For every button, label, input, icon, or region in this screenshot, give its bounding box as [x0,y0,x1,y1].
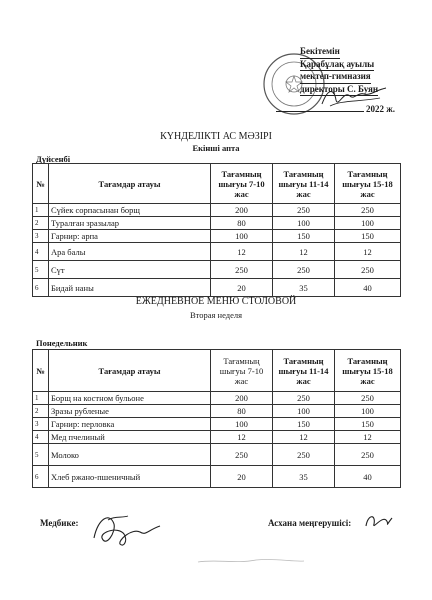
portion-7-10: 250 [211,444,273,466]
row-number: 4 [33,243,49,261]
portion-15-18: 100 [335,217,401,230]
week-label-kz: Екінші апта [192,143,240,153]
portion-11-14: 250 [273,204,335,217]
portion-15-18: 150 [335,418,401,431]
header-age-11-14: Тағамның шығуы 11-14 жас [273,164,335,204]
row-number: 3 [33,230,49,243]
row-number: 2 [33,405,49,418]
header-dish-name: Тағамдар атауы [49,164,211,204]
table-row [33,466,401,488]
table-row [33,230,401,243]
row-number: 1 [33,392,49,405]
row-number: 6 [33,279,49,297]
row-number: 1 [33,204,49,217]
header-number: № [33,350,49,392]
table-row [33,243,401,261]
row-number: 6 [33,466,49,488]
portion-7-10: 12 [211,431,273,444]
portion-15-18: 100 [335,405,401,418]
header-dish-name: Тағамдар атауы [49,350,211,392]
row-number: 3 [33,418,49,431]
portion-15-18: 12 [335,243,401,261]
portion-11-14: 100 [273,217,335,230]
portion-15-18: 12 [335,431,401,444]
table-row [33,418,401,431]
menu-table-kz [32,163,401,297]
dish-name: Сүйек сорпасынан борщ [49,204,211,217]
menu-title-kz: КҮНДЕЛІКТІ АС МӘЗІРІ [160,131,272,142]
dish-name: Хлеб ржано-пшеничный [49,466,211,488]
dish-name: Гарнир: арпа [49,230,211,243]
portion-11-14: 250 [273,392,335,405]
dish-name: Сүт [49,261,211,279]
table-row [33,261,401,279]
dish-name: Туралған зразылар [49,217,211,230]
header-age-15-18: Тағамның шығуы 15-18 жас [335,164,401,204]
portion-15-18: 250 [335,444,401,466]
approval-date [276,104,395,114]
portion-11-14: 12 [273,431,335,444]
portion-7-10: 100 [211,230,273,243]
header-age-15-18: Тағамның шығуы 15-18 жас [335,350,401,392]
portion-7-10: 20 [211,279,273,297]
table-row [33,392,401,405]
dish-name: Гарнир: перловка [49,418,211,431]
approval-line-3: мектеп-гимназия [300,71,371,84]
table-row [33,405,401,418]
nurse-signature [88,508,168,552]
canteen-manager-signature [362,510,398,532]
header-age-11-14: Тағамның шығуы 11-14 жас [273,350,335,392]
portion-7-10: 80 [211,217,273,230]
portion-11-14: 250 [273,444,335,466]
portion-11-14: 12 [273,243,335,261]
header-age-7-10: Тағамның шығуы 7-10 жас [211,350,273,392]
table-row [33,279,401,297]
portion-11-14: 100 [273,405,335,418]
table-row [33,444,401,466]
portion-7-10: 200 [211,392,273,405]
portion-15-18: 250 [335,261,401,279]
menu-title-ru: ЕЖЕДНЕВНОЕ МЕНЮ СТОЛОВОЙ [135,296,297,307]
portion-7-10: 12 [211,243,273,261]
menu-table-ru [32,349,401,488]
portion-7-10: 80 [211,405,273,418]
portion-7-10: 250 [211,261,273,279]
row-number: 2 [33,217,49,230]
dish-name: Мед пчелиный [49,431,211,444]
row-number: 4 [33,431,49,444]
approval-line-1: Бекітемін [300,46,340,59]
portion-11-14: 35 [273,466,335,488]
day-label-kz: Дүйсенбі [36,154,71,164]
dish-name: Бидай наны [49,279,211,297]
day-label-ru: Понедельник [36,338,88,348]
portion-15-18: 250 [335,392,401,405]
dish-name: Борщ на костном бульоне [49,392,211,405]
header-age-7-10: Тағамның шығуы 7-10 жас [211,164,273,204]
header-number: № [33,164,49,204]
table-header-row [33,350,401,392]
date-suffix: 2022 ж. [366,104,396,114]
approval-line-2: Қарабұлақ ауылы [300,59,374,72]
table-row [33,204,401,217]
portion-11-14: 150 [273,418,335,431]
portion-15-18: 150 [335,230,401,243]
table-header-row [33,164,401,204]
dish-name: Ара балы [49,243,211,261]
portion-7-10: 20 [211,466,273,488]
dish-name: Зразы рубленые [49,405,211,418]
row-number: 5 [33,261,49,279]
row-number: 5 [33,444,49,466]
approval-line-4: директоры С. Буян [300,84,378,97]
date-blank-line [276,111,364,112]
portion-15-18: 250 [335,204,401,217]
nurse-label: Медбике: [40,518,79,528]
scan-mark [196,556,306,566]
table-row [33,431,401,444]
portion-11-14: 35 [273,279,335,297]
canteen-manager-label: Асхана меңгерушісі: [268,518,352,528]
portion-15-18: 40 [335,466,401,488]
dish-name: Молоко [49,444,211,466]
table-row [33,217,401,230]
portion-15-18: 40 [335,279,401,297]
portion-11-14: 150 [273,230,335,243]
portion-11-14: 250 [273,261,335,279]
week-label-ru: Вторая неделя [189,310,243,320]
portion-7-10: 200 [211,204,273,217]
portion-7-10: 100 [211,418,273,431]
